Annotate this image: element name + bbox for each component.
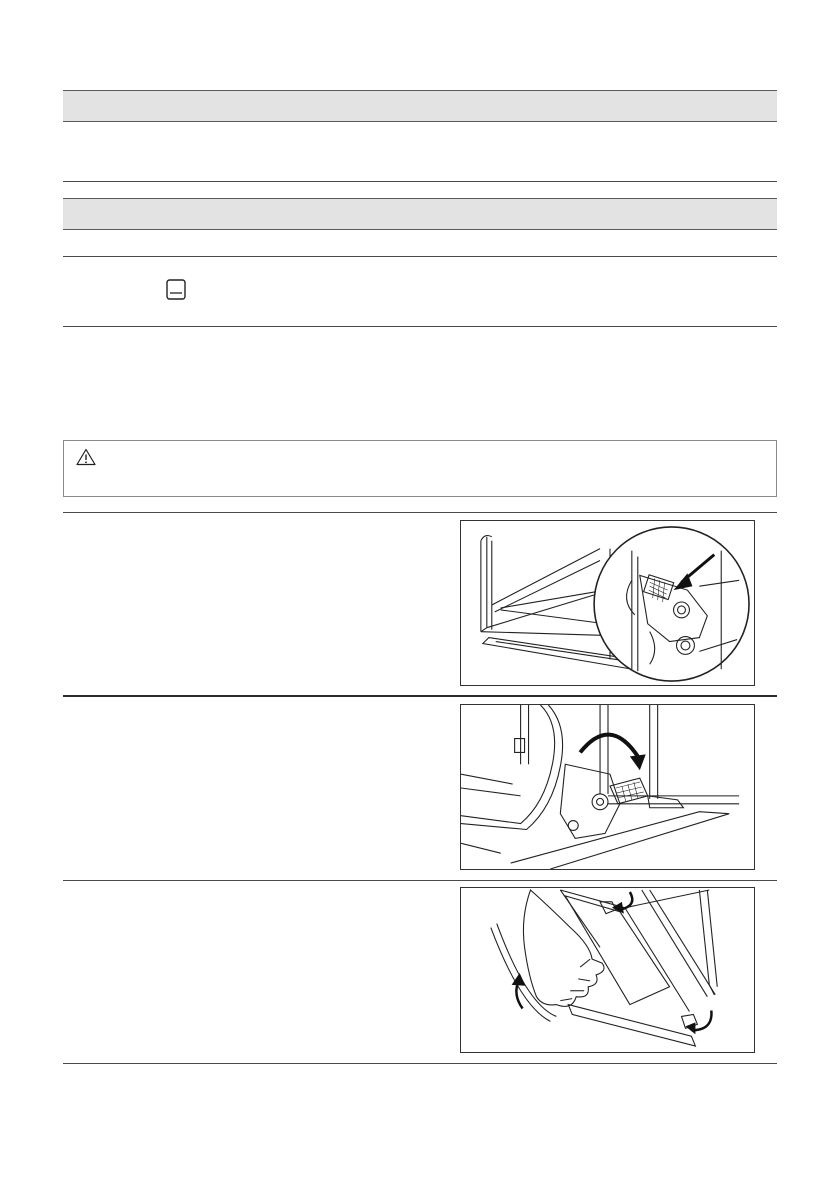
warning-triangle-icon [76,448,96,466]
section-2-header [63,198,777,230]
section-2-bottom-rule [63,326,777,327]
warning-box [63,440,777,497]
section-1-bottom-rule [63,181,777,182]
step-2-bottom-rule [63,880,777,881]
step-3-bottom-rule [63,1063,777,1064]
oven-function-icon [166,279,186,300]
hinge-lever-arrow-figure [460,520,755,686]
section-1-header [63,90,777,122]
hinge-lever-rotate-figure [460,704,755,870]
step-1-bottom-rule [63,695,777,697]
section-2-row-divider [63,256,777,257]
steps-top-rule [63,512,777,513]
door-glass-lift-figure [460,887,755,1053]
